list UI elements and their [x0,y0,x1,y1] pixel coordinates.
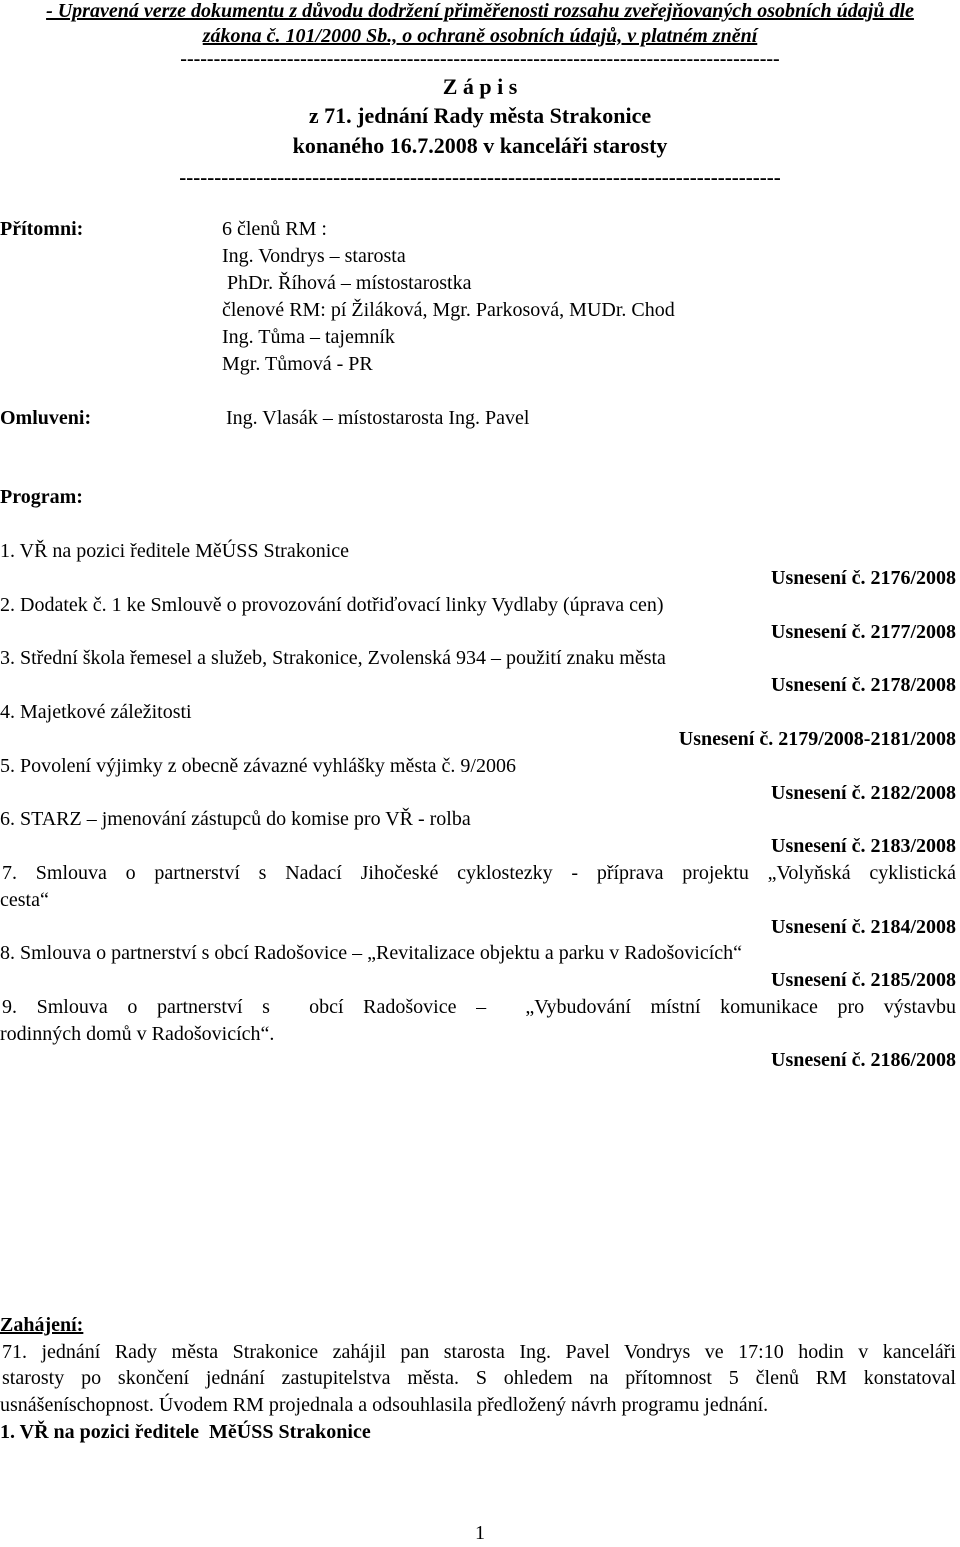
document-title: Z á p i s [442,74,518,99]
program-item-text: 1. VŘ na pozici ředitele MěÚSS Strakonice [0,540,350,562]
present-line: Ing. Vondrys – starosta [222,245,406,267]
program-item-text: 5. Povolení výjimky z obecně závazné vyhlášky města č. 9/2006 [0,755,516,777]
section-heading: 1. VŘ na pozici ředitele MěÚSS Strakonice [0,1421,371,1443]
meeting-title: z 71. jednání Rady města Strakonice [308,103,652,128]
meeting-date-place: konaného 16.7.2008 v kanceláři starosty [292,133,668,158]
program-label: Program: [0,486,83,508]
program-item-resolution: Usnesení č. 2176/2008 [771,567,956,589]
present-line: 6 členů RM : [222,218,327,240]
program-item-resolution: Usnesení č. 2177/2008 [771,621,956,643]
opening-paragraph-line: 71. jednání Rady města Strakonice zahájil pan starosta Ing. Pavel Vondrys ve 17:10 hodin v kanceláři [2,1341,956,1363]
program-item-resolution: Usnesení č. 2186/2008 [771,1049,956,1071]
excused-label: Omluveni: [0,407,92,429]
present-line: Ing. Tůma – tajemník [222,326,395,348]
opening-paragraph-line: usnášeníschopnost. Úvodem RM projednala a odsouhlasila předložený návrh programu jednání. [0,1394,769,1416]
present-label: Přítomni: [0,218,84,240]
program-item-resolution: Usnesení č. 2182/2008 [771,782,956,804]
program-item-text-continued: cesta“ [0,889,49,911]
present-line: PhDr. Říhová – místostarostka [222,272,472,294]
page-number: 1 [475,1522,485,1544]
program-item-resolution: Usnesení č. 2184/2008 [771,916,956,938]
notice-separator: ------------------------------------------------------------------------------------------ [180,48,780,70]
program-item-text: 3. Střední škola řemesel a služeb, Strakonice, Zvolenská 934 – použití znaku města [0,647,666,669]
program-item-resolution: Usnesení č. 2178/2008 [771,674,956,696]
program-item-text: 9. Smlouva o partnerství s obcí Radošovice – „Vybudování místní komunikace pro výstavbu [2,996,956,1018]
header-separator: -------------------------------------------------------------------------------------- [179,165,781,189]
opening-label: Zahájení: [0,1314,84,1336]
program-item-resolution: Usnesení č. 2179/2008-2181/2008 [678,728,956,750]
program-item-text-continued: rodinných domů v Radošovicích“. [0,1023,275,1045]
opening-paragraph-line: starosty po skončení jednání zastupitelstva města. S ohledem na přítomnost 5 členů RM konstatoval [2,1367,956,1389]
excused-list: Ing. Vlasák – místostarosta Ing. Pavel [226,407,530,429]
program-item-text: 2. Dodatek č. 1 ke Smlouvě o provozování dotřiďovací linky Vydlaby (úprava cen) [0,594,664,616]
program-item-resolution: Usnesení č. 2185/2008 [771,969,956,991]
privacy-notice-line-1: - Upravená verze dokumentu z důvodu dodržení přiměřenosti rozsahu zveřejňovaných osobních údajů dle [46,0,914,22]
program-item-resolution: Usnesení č. 2183/2008 [771,835,956,857]
privacy-notice-line-2: zákona č. 101/2000 Sb., o ochraně osobních údajů, v platném znění [202,25,758,47]
program-item-text: 7. Smlouva o partnerství s Nadací Jihočeské cyklostezky - příprava projektu „Volyňská cyklistická [2,862,956,884]
present-line: Mgr. Tůmová - PR [222,353,373,375]
program-item-text: 6. STARZ – jmenování zástupců do komise pro VŘ - rolba [0,808,471,830]
program-item-text: 4. Majetkové záležitosti [0,701,192,723]
program-item-text: 8. Smlouva o partnerství s obcí Radošovice – „Revitalizace objektu a parku v Radošovicích“ [0,942,743,964]
present-line: členové RM: pí Žiláková, Mgr. Parkosová, MUDr. Chod [222,299,675,321]
